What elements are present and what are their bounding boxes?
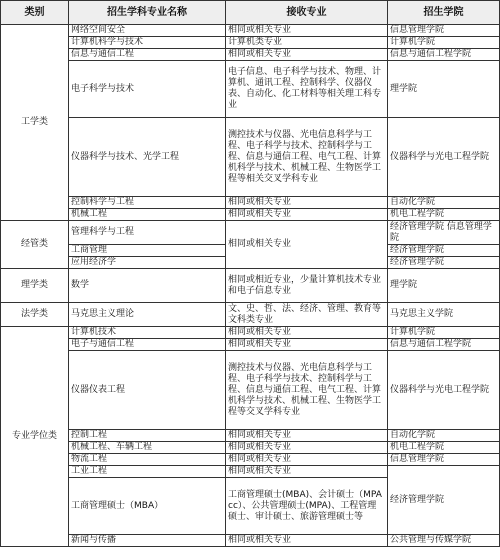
header-category: 类别 <box>1 1 69 25</box>
college-cell: 理学院 <box>388 61 500 118</box>
table-row <box>1 303 500 327</box>
subject-cell: 数学 <box>69 269 226 303</box>
subject-cell: 机械工程 <box>69 209 226 221</box>
accept-cell: 相同或相关专业 <box>226 221 388 269</box>
accept-cell: 测控技术与仪器、光电信息科学与工程、电子科学与技术、控制科学与工程、信息与通信工程、电气工程、计算机科学与技术、机械工程、生物医学工程等交叉学科专业 <box>226 351 388 430</box>
accept-cell: 相同或相关专业 <box>226 535 388 547</box>
college-cell: 机电工程学院 <box>388 209 500 221</box>
college-cell: 经济管理学院 <box>388 257 500 269</box>
header-college: 招生学院 <box>388 1 500 25</box>
table-row <box>1 339 500 351</box>
subject-cell: 机械工程、车辆工程 <box>69 442 226 454</box>
subject-cell: 电子与通信工程 <box>69 339 226 351</box>
college-cell: 机电工程学院 <box>388 442 500 454</box>
college-cell: 仪器科学与光电工程学院 <box>388 118 500 197</box>
subject-cell: 工业工程 <box>69 466 226 478</box>
college-cell: 仪器科学与光电工程学院 <box>388 351 500 430</box>
subject-cell: 新闻与传播 <box>69 535 226 547</box>
table-row <box>1 442 500 454</box>
subject-cell: 马克思主义理论 <box>69 303 226 327</box>
accept-cell: 相同或相关专业 <box>226 25 388 37</box>
accept-cell: 相同或相关专业 <box>226 339 388 351</box>
college-cell: 理学院 <box>388 269 500 303</box>
accept-cell: 相同或相关专业 <box>226 197 388 209</box>
college-cell: 计算机学院 <box>388 327 500 339</box>
college-cell: 自动化学院 <box>388 430 500 442</box>
college-cell: 马克思主义学院 <box>388 303 500 327</box>
college-cell: 公共管理与传媒学院 <box>388 535 500 547</box>
subject-cell: 网络空间安全 <box>69 25 226 37</box>
subject-cell: 电子科学与技术 <box>69 61 226 118</box>
accept-cell: 相同或相关专业 <box>226 49 388 61</box>
accept-cell: 测控技术与仪器、光电信息科学与工程、电子科学与技术、控制科学与工程、信息与通信工程、电气工程、计算机科学与技术、机械工程、生物医学工程等相关交叉学科专业 <box>226 118 388 197</box>
accept-cell: 工商管理硕士(MBA)、会计硕士（MPAcc）、公共管理硕士(MPA)、工程管理硕士、审计硕士、旅游管理硕士等 <box>226 478 388 535</box>
college-cell: 信息管理学院 <box>388 25 500 37</box>
subject-cell: 工商管理硕士（MBA） <box>69 478 226 535</box>
college-cell: 经济管理学院 <box>388 466 500 535</box>
table-row <box>1 454 500 466</box>
subject-cell: 管理科学与工程 <box>69 221 226 245</box>
table-row <box>1 37 500 49</box>
header-accept: 接收专业 <box>226 1 388 25</box>
table-row <box>1 535 500 547</box>
accept-cell: 相同或相关专业 <box>226 442 388 454</box>
subject-cell: 控制科学与工程 <box>69 197 226 209</box>
college-cell: 信息与通信工程学院 <box>388 49 500 61</box>
table-row <box>1 49 500 61</box>
subject-cell: 仪器科学与技术、光学工程 <box>69 118 226 197</box>
table-row <box>1 221 500 245</box>
table-row <box>1 466 500 478</box>
subject-cell: 控制工程 <box>69 430 226 442</box>
table-row <box>1 269 500 303</box>
category-cell: 专业学位类 <box>1 327 69 547</box>
accept-cell: 相同或相关专业 <box>226 454 388 466</box>
category-cell: 理学类 <box>1 269 69 303</box>
subject-cell: 计算机技术 <box>69 327 226 339</box>
table-row <box>1 209 500 221</box>
accept-cell: 计算机类专业 <box>226 37 388 49</box>
accept-cell: 相同或相近专业，少量计算机技术专业和电子信息专业 <box>226 269 388 303</box>
category-cell: 经管类 <box>1 221 69 269</box>
college-cell: 信息与通信工程学院 <box>388 339 500 351</box>
college-cell: 自动化学院 <box>388 197 500 209</box>
accept-cell: 相同或相关专业 <box>226 430 388 442</box>
subject-cell: 工商管理 <box>69 245 226 257</box>
subject-cell: 应用经济学 <box>69 257 226 269</box>
college-cell: 经济管理学院 信息管理学院 <box>388 221 500 245</box>
table-row <box>1 327 500 339</box>
accept-cell: 电子信息、电子科学与技术、物理、计算机、通讯工程、控制科学、仪器仪表、自动化、化工材料等相关理工科专业 <box>226 61 388 118</box>
accept-cell: 相同或相关专业 <box>226 209 388 221</box>
accept-cell: 相同或相关专业 <box>226 466 388 478</box>
category-cell: 法学类 <box>1 303 69 327</box>
subject-cell: 信息与通信工程 <box>69 49 226 61</box>
table-row <box>1 118 500 197</box>
category-cell: 工学类 <box>1 25 69 221</box>
college-cell: 信息管理学院 <box>388 454 500 466</box>
college-cell: 计算机学院 <box>388 37 500 49</box>
subject-cell: 仪器仪表工程 <box>69 351 226 430</box>
header-row <box>1 1 500 25</box>
subject-cell: 物流工程 <box>69 454 226 466</box>
accept-cell: 文、史、哲、法、经济、管理、教育等文科类专业 <box>226 303 388 327</box>
header-subject: 招生学科专业名称 <box>69 1 226 25</box>
subject-cell: 计算机科学与技术 <box>69 37 226 49</box>
accept-cell: 相同或相关专业 <box>226 327 388 339</box>
table-row <box>1 430 500 442</box>
table-row <box>1 61 500 118</box>
table-row <box>1 197 500 209</box>
table-row <box>1 351 500 430</box>
table-row <box>1 25 500 37</box>
college-cell: 经济管理学院 <box>388 245 500 257</box>
